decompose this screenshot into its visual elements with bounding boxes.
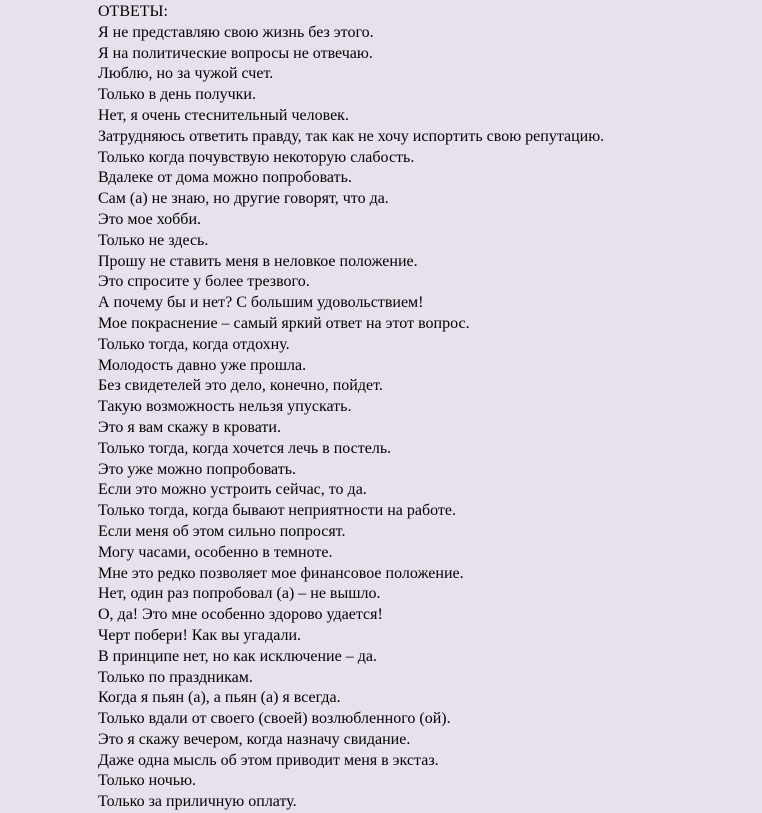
answer-line: Это я скажу вечером, когда назначу свидание.: [98, 730, 411, 748]
answer-line: Это спросите у более трезвого.: [98, 273, 310, 291]
answer-line: Только по праздникам.: [98, 668, 253, 686]
answer-line: Только когда почувствую некоторую слабость.: [98, 148, 415, 166]
answer-line: Без свидетелей это дело, конечно, пойдет.: [98, 377, 383, 395]
answers-heading: ОТВЕТЫ:: [98, 3, 168, 20]
answer-line: В принципе нет, но как исключение – да.: [98, 647, 377, 665]
answer-line: Сам (а) не знаю, но другие говорят, что да.: [98, 190, 389, 208]
answer-line: Это уже можно попробовать.: [98, 460, 297, 478]
answer-line: Нет, один раз попробовал (а) – не вышло.: [98, 585, 381, 603]
answer-line: О, да! Это мне особенно здорово удается!: [98, 606, 383, 624]
answer-line: Нет, я очень стеснительный человек.: [98, 106, 349, 124]
answer-line: Могу часами, особенно в темноте.: [98, 543, 333, 561]
answer-line: Затрудняюсь ответить правду, так как не хочу испортить свою репутацию.: [98, 127, 605, 145]
document-page: [98, 2, 762, 811]
answer-line: Только вдали от своего (своей) возлюбленного (ой).: [98, 710, 451, 728]
answer-line: Только тогда, когда хочется лечь в постель.: [98, 439, 392, 457]
answer-line: Только ночью.: [98, 772, 197, 790]
answer-line: Только за приличную оплату.: [98, 793, 297, 811]
answer-line: Люблю, но за чужой счет.: [98, 65, 274, 83]
answer-line: Мне это редко позволяет мое финансовое положение.: [98, 564, 464, 582]
answer-line: А почему бы и нет? С большим удовольствием!: [98, 294, 424, 312]
answer-line: Черт побери! Как вы угадали.: [98, 626, 301, 644]
answer-line: Молодость давно уже прошла.: [98, 356, 307, 374]
answer-line: Прошу не ставить меня в неловкое положение.: [98, 252, 418, 270]
answers-list: [98, 23, 762, 813]
answer-line: Только тогда, когда отдохну.: [98, 335, 290, 353]
answer-line: Такую возможность нельзя упускать.: [98, 398, 352, 416]
answer-line: Если это можно устроить сейчас, то да.: [98, 481, 367, 499]
answer-line: Я на политические вопросы не отвечаю.: [98, 44, 373, 62]
answer-line: Вдалеке от дома можно попробовать.: [98, 169, 352, 187]
answer-line: Даже одна мысль об этом приводит меня в экстаз.: [98, 751, 439, 769]
answer-line: Только тогда, когда бывают неприятности на работе.: [98, 502, 456, 520]
answer-line: Это я вам скажу в кровати.: [98, 418, 281, 436]
answer-line: Только в день получки.: [98, 86, 256, 104]
answer-line: Это мое хобби.: [98, 210, 201, 228]
answer-line: Когда я пьян (а), а пьян (а) я всегда.: [98, 689, 341, 707]
answer-line: Только не здесь.: [98, 231, 209, 249]
answer-line: Я не представляю свою жизнь без этого.: [98, 23, 374, 41]
answer-line: Если меня об этом сильно попросят.: [98, 522, 346, 540]
answer-line: Мое покраснение – самый яркий ответ на этот вопрос.: [98, 314, 470, 332]
